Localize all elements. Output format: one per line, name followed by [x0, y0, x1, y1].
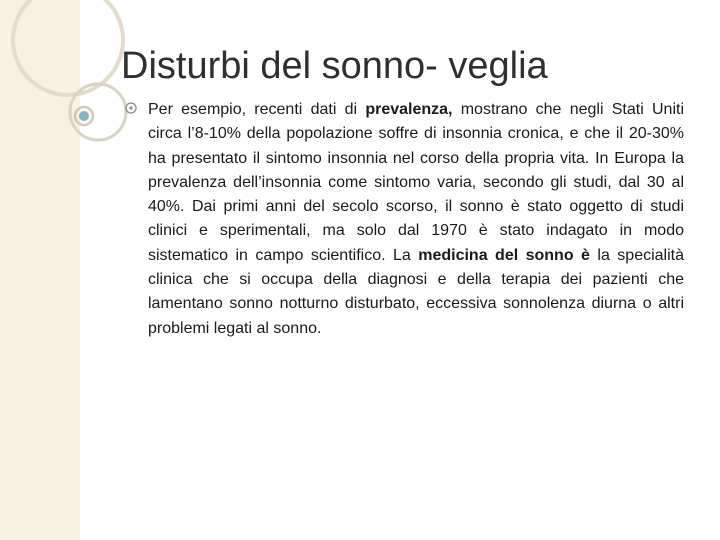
- bullet-icon: [124, 101, 138, 115]
- medium-ring: [70, 84, 126, 140]
- large-ring: [13, 0, 123, 95]
- decorative-rings: [0, 0, 130, 200]
- bold-prevalenza: prevalenza,: [365, 101, 453, 118]
- bold-medicina-del-sonno: medicina del sonno è: [418, 246, 590, 264]
- paragraph-text-2: mostrano che negli Stati Uniti circa l’8-10% della popolazione soffre di insonnia cronica, e che il 20-30% ha presentato il sintomo insonnia nel corso della propria vita. In Europa la prevalenza dell’insonnia come sintomo varia, secondo gli studi, dal 30 al 40%. Dai primi anni del secolo scorso, il sonno è stato oggetto di studi clinici e sperimentali, ma solo dal 1970 è stato indagato in modo sistematico in campo scientifico. La: [148, 101, 684, 264]
- paragraph-text-1: Per esempio, recenti dati di: [148, 101, 366, 118]
- teal-dot: [79, 111, 89, 121]
- slide-title: Disturbi del sonno- veglia: [121, 45, 548, 87]
- paragraph-text-3: la specialità clinica che si occupa della diagnosi e della terapia dei pazienti che lamentano sonno notturno disturbato, eccessiva sonnolenza diurna o altri problemi legati al sonno.: [148, 246, 685, 337]
- body-paragraph: [148, 98, 684, 341]
